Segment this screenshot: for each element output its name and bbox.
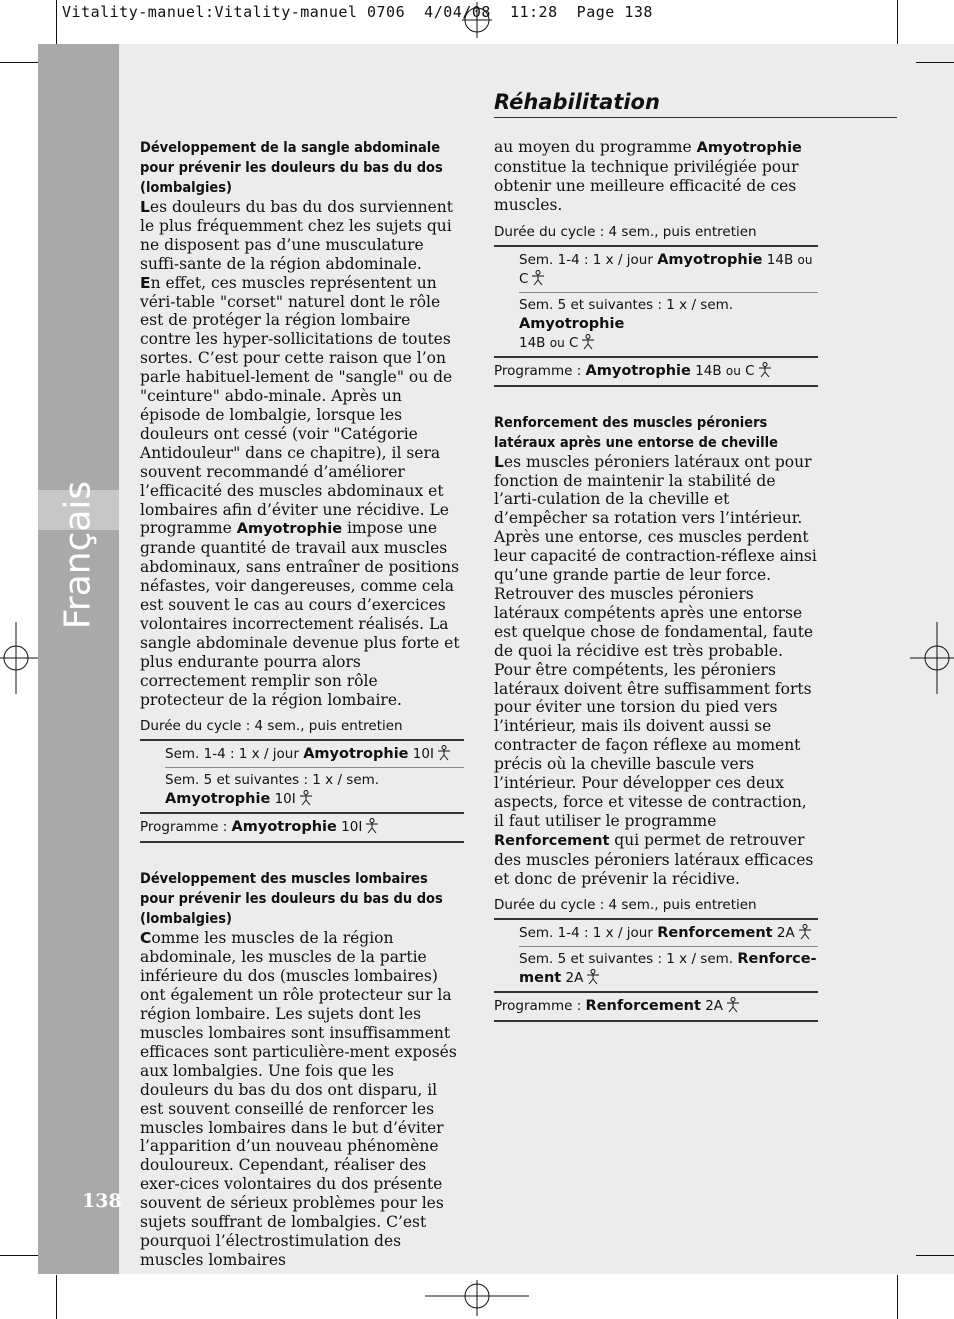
crop-mark xyxy=(916,1255,954,1256)
print-header: Vitality-manuel:Vitality-manuel 0706 4/04/08 11:28 Page 138 xyxy=(62,3,653,21)
crop-mark xyxy=(56,0,57,44)
section-rule xyxy=(494,117,897,118)
schedule-box xyxy=(494,245,818,358)
schedule-text: Sem. 5 et suivantes : 1 x / sem. xyxy=(165,772,380,789)
program-name: Amyotrophie xyxy=(657,251,763,268)
or-word: ou xyxy=(797,252,813,267)
drop-cap: L xyxy=(494,452,504,471)
paragraph-text: constitue la technique privilégiée pour obtenir une meilleure efficacité de ces muscles. xyxy=(494,157,799,214)
drop-cap: L xyxy=(140,198,150,216)
schedule-row xyxy=(519,292,818,353)
schedule-box xyxy=(494,918,818,993)
schedule-text: Sem. 5 et suivantes : 1 x / sem. xyxy=(519,951,738,968)
cycle-duration: Durée du cycle : 4 sem., puis entretien xyxy=(494,223,757,240)
program-name: Amyotrophie xyxy=(165,791,271,808)
paragraph xyxy=(140,274,464,710)
body-figure-icon xyxy=(365,818,379,834)
program-name: Amyotrophie xyxy=(236,521,343,538)
language-sidebar xyxy=(38,44,119,1274)
body-figure-icon xyxy=(531,270,545,286)
body-figure-icon xyxy=(299,790,313,806)
program-name: Renforcement xyxy=(494,832,610,849)
registration-mark-icon xyxy=(425,1280,529,1316)
cycle-duration: Durée du cycle : 4 sem., puis entretien xyxy=(140,718,403,735)
program-code: 2A xyxy=(561,970,584,987)
paragraph xyxy=(140,929,464,1269)
program-name: Amyotrophie xyxy=(585,362,691,379)
crop-mark xyxy=(0,1255,38,1256)
program-code: 10I xyxy=(336,819,363,836)
paragraph-text: au moyen du programme xyxy=(494,138,697,156)
body-figure-icon xyxy=(586,969,600,985)
body-figure-icon xyxy=(437,745,451,761)
schedule-row xyxy=(519,251,818,289)
registration-mark-icon xyxy=(0,622,38,694)
crop-mark xyxy=(56,1275,57,1319)
drop-cap: C xyxy=(140,929,152,948)
crop-mark xyxy=(897,0,898,44)
body-figure-icon xyxy=(758,362,772,378)
program-code: 14B xyxy=(690,362,726,379)
program-code: 14B xyxy=(519,334,550,351)
paragraph-text: n effet, ces muscles représentent un véri-table "corset" naturel dont le rôle est de protéger la région lombaire contre les hyper-sollicitations de toutes sortes. C’est pour cette raison que l’on parle habituel-lement de "sangle" ou de "ceinture" abdo-minale. Après un épisode de lombalgie, lorsque les douleurs ont cessé (voir "Catégorie Antidouleur" dans ce chapitre), il sera souvent recommandé d’améliorer l’efficacité des muscles abdominaux et lombaires afin d’éviter une récidive. Le programme xyxy=(140,273,453,538)
program-line xyxy=(494,993,818,1022)
program-code: 10I xyxy=(408,746,434,763)
program-name: Amyotrophie xyxy=(696,140,802,156)
program-code: 2A xyxy=(700,998,724,1015)
language-label: Français xyxy=(57,480,99,630)
right-column xyxy=(494,138,818,1022)
crop-mark xyxy=(0,62,38,63)
paragraph xyxy=(140,198,464,274)
paragraph-text: impose une grande quantité de travail aux muscles abdominaux, sans entraîner de positions néfastes, voir dangereuses, comme cela est souvent le cas au cours d’exercices volontaires incorrectement réalisés. La sangle abdominale devenue plus forte et plus endurante pourra alors correctement remplir son rôle protecteur de la région lombaire. xyxy=(140,519,460,709)
heading-peroneal: Renforcement des muscles péroniers latéraux après une entorse de cheville xyxy=(494,414,778,451)
program-code: C xyxy=(519,270,529,287)
program-line xyxy=(140,814,464,843)
program-name: Amyotrophie xyxy=(519,315,625,332)
heading-abdominal: Développement de la sangle abdominale pour prévenir les douleurs du bas du dos (lombalgies) xyxy=(140,140,443,196)
paragraph xyxy=(494,138,818,215)
program-line xyxy=(494,358,818,387)
heading-lumbar: Développement des muscles lombaires pour prévenir les douleurs du bas du dos (lombalgies) xyxy=(140,871,443,928)
program-code: 10I xyxy=(270,791,296,808)
body-figure-icon xyxy=(726,997,740,1013)
paragraph-text: es muscles péroniers latéraux ont pour fonction de maintenir la stabilité de l’arti-culation de la cheville et d’empêcher sa rotation vers l’intérieur. Après une entorse, ces muscles perdent leur capacité de contraction-réflexe ainsi qu’une grande partie de leur force. Retrouver des muscles péroniers latéraux compétents après une entorse est quelque chose de fondamental, faute de quoi la récidive est très probable. Pour être compétents, les péroniers latéraux doivent être suffisamment forts pour éviter une torsion du pied vers l’intérieur, mais ils doivent aussi se contracter de façon réflexe au moment précis où la cheville bascule vers l’intérieur. Pour développer ces deux aspects, force et vitesse de contraction, il faut utiliser le programme xyxy=(494,452,817,830)
or-word: ou xyxy=(549,335,565,350)
body-figure-icon xyxy=(798,924,812,940)
program-label: Programme : xyxy=(140,819,232,836)
paragraph-text: omme les muscles de la région abdominale, les muscles de la partie inférieure du dos (muscles lombaires) ont également un rôle protecteur sur la région lombaire. Les sujets dont les muscles lombaires sont insuffisamment efficaces sont particulière-ment exposés aux lombalgies. Une fois que les douleurs du bas du dos ont disparu, il est souvent conseillé de renforcer les muscles lombaires dans le but d’éviter l’apparition d’un nouveau phénomène douloureux. Cependant, réaliser des exer-cices volontaires du dos présente souvent de sérieux problèmes pour les sujets souffrant de lombalgies. C’est pourquoi l’électrostimulation des muscles lombaires xyxy=(140,929,457,1269)
body-figure-icon xyxy=(581,334,595,350)
section-title: Réhabilitation xyxy=(494,90,660,114)
paragraph-text: es douleurs du bas du dos surviennent le plus fréquemment chez les sujets qui ne disposent pas d’une musculature suffi-sante de la région abdominale. xyxy=(140,198,454,273)
drop-cap: E xyxy=(140,273,151,292)
program-code: 2A xyxy=(772,925,795,942)
program-name: Renforce-ment xyxy=(519,951,817,987)
cycle-duration: Durée du cycle : 4 sem., puis entretien xyxy=(494,897,757,914)
or-word: ou xyxy=(725,363,741,378)
schedule-row xyxy=(165,767,464,809)
page-number: 138 xyxy=(82,1190,122,1212)
paragraph-text: qui permet de retrouver des muscles péroniers latéraux efficaces et donc de prévenir la récidive. xyxy=(494,830,814,888)
program-code: C xyxy=(564,334,579,351)
schedule-box xyxy=(140,739,464,814)
crop-mark xyxy=(916,62,954,63)
registration-mark-icon xyxy=(910,622,954,694)
schedule-row xyxy=(519,946,818,988)
schedule-text: Sem. 1-4 : 1 x / jour xyxy=(519,925,658,942)
program-label: Programme : xyxy=(494,362,586,379)
program-name: Amyotrophie xyxy=(231,819,337,836)
registration-mark-icon xyxy=(462,2,492,38)
left-column xyxy=(140,138,464,1270)
schedule-text: Sem. 1-4 : 1 x / jour xyxy=(165,746,304,763)
crop-mark xyxy=(897,1275,898,1319)
schedule-row xyxy=(519,924,818,943)
schedule-row xyxy=(165,745,464,764)
schedule-text: Sem. 1-4 : 1 x / jour xyxy=(519,251,658,268)
program-label: Programme : xyxy=(494,998,586,1015)
program-code: C xyxy=(740,362,755,379)
program-name: Renforcement xyxy=(585,998,701,1015)
program-code: 14B xyxy=(762,251,798,268)
paragraph xyxy=(494,453,818,889)
schedule-text: Sem. 5 et suivantes : 1 x / sem. xyxy=(519,296,734,313)
program-name: Amyotrophie xyxy=(303,746,409,763)
program-name: Renforcement xyxy=(657,925,773,942)
